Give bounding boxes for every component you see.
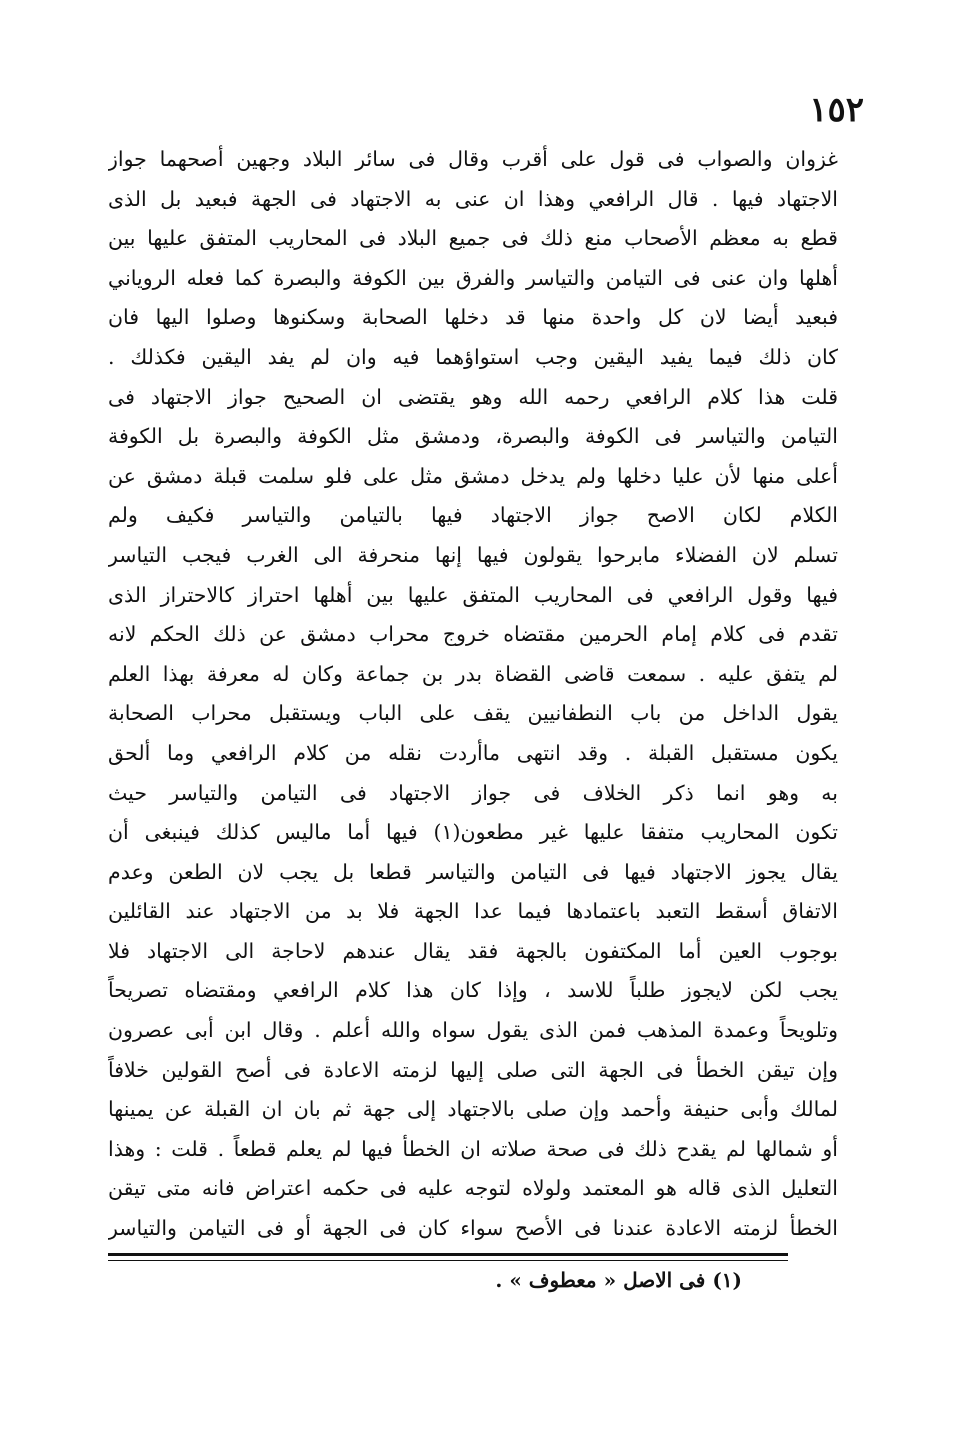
text-line: أهلها وان عنى فى التيامن والتياسر والفرق بين الكوفة والبصرة كما فعله الروياني xyxy=(108,265,838,290)
page-number: ١٥٢ xyxy=(809,90,864,130)
footnote-separator xyxy=(108,1253,788,1256)
body-text xyxy=(108,140,838,1249)
text-line: فبعيد أيضا لان كل واحدة منها قد دخلها الصحابة وسكنوها وصلوا اليها فان xyxy=(108,305,838,330)
text-line: قطع به معظم الأصحاب منع ذلك فى جميع البلاد فى المحاريب المتفق عليها بين xyxy=(108,226,838,251)
text-line: الخطأ لزمته الاعادة عندنا فى الأصح سواء كان فى الجهة أو فى التيامن والتياسر xyxy=(108,1216,838,1241)
text-line: يقول الداخل من باب النطفانيين يقف على الباب ويستقبل محراب الصحابة xyxy=(108,701,838,726)
text-line: به وهو انما ذكر الخلاف فى جواز الاجتهاد فى التيامن والتياسر حيث xyxy=(108,780,838,805)
text-line: قلت هذا كلام الرافعي رحمه الله وهو يقتضى ان الصحيح جواز الاجتهاد فى xyxy=(108,384,838,409)
text-line: وتلويحاً وعمدة المذهب فمن الذى يقول سواه والله أعلم . وقال ابن أبى عصرون xyxy=(108,1018,838,1043)
text-line: كان ذلك فيما يفيد اليقين وجب استواؤهما فيه وان لم يفد اليقين فكذلك . xyxy=(108,344,838,369)
text-line: يقال يجوز الاجتهاد فيها فى التيامن والتياسر قطعا بل يجب لان الطعن وعدم xyxy=(108,859,838,884)
text-line: لم يتفق عليه . سمعت قاضى القضاة بدر بن جماعة وكان له معرفة بهذا العلم xyxy=(108,661,838,686)
text-line: تسلم لان الفضلاء مابرحوا يقولون فيها إنها منحرفة الى الغرب فيجب التياسر xyxy=(108,542,838,567)
footnote: (١) فى الاصل « معطوف » . xyxy=(495,1268,742,1292)
text-line: تكون المحاريب متفقا عليها غير مطعون(١) فيها أما ماليس كذلك فينبغى أن xyxy=(108,820,838,845)
text-line: وإن تيقن الخطأ فى الجهة التى صلى إليها لزمته الاعادة فى أصح القولين خلافاً xyxy=(108,1057,838,1082)
text-line: يكون مستقبل القبلة . وقد انتهى ماأردت نقله من كلام الرافعي وما ألحق xyxy=(108,740,838,765)
text-line: غزوان والصواب فى قول على أقرب وقال فى سائر البلاد وجهين أصحهما جواز xyxy=(108,147,838,171)
text-line: لمالك وأبى حنيفة وأحمد وإن صلى بالاجتهاد إلى جهة ثم بان ان القبلة عن يمينها xyxy=(108,1097,838,1122)
text-line: أو شمالها لم يقدح ذلك فى صحة صلاته ان الخطأ فيها لم يعلم قطعاً . قلت : وهذا xyxy=(108,1136,838,1161)
text-line: الاتفاق أسقط التعبد باعتمادها فيما عدا الجهة فلا بد من الاجتهاد عند القائلين xyxy=(108,899,838,924)
footnote-separator-thin xyxy=(108,1260,788,1261)
text-line: أعلى منها لأن عليا دخلها ولم يدخل دمشق مثل على فلو سلمت قبلة دمشق عن xyxy=(108,463,838,488)
text-line: الكلام لكان الاصح جواز الاجتهاد فيها بالتيامن والتياسر فكيف ولم xyxy=(108,503,838,528)
text-line: يجب لكن لايجوز طلباً للاسد ، وإذا كان هذا كلام الرافعي ومقتضاه تصريحاً xyxy=(108,978,838,1003)
text-line: التعليل الذى قاله هو المعتمد ولولاه لتوجه عليه فى حكمه اعتراض فانه متى تيقن xyxy=(108,1176,838,1201)
text-line: التيامن والتياسر فى الكوفة والبصرة، ودمشق مثل الكوفة والبصرة بل الكوفة xyxy=(108,424,838,449)
text-line: تقدم فى كلام إمام الحرمين مقتضاه خروج محراب دمشق عن ذلك الحكم لانه xyxy=(108,622,838,647)
text-line: الاجتهاد فيها . قال الرافعي وهذا ان عنى به الاجتهاد فى الجهة فبعيد بل الذى xyxy=(108,186,838,211)
text-line: فيها وقول الرافعي فى المحاريب المتفق عليها بين أهلها احتراز كالاحتراز الذى xyxy=(108,582,838,607)
text-line: بوجوب العين أما المكتفون بالجهة فقد يقال عندهم لاحاجة الى الاجتهاد فلا xyxy=(108,938,838,963)
